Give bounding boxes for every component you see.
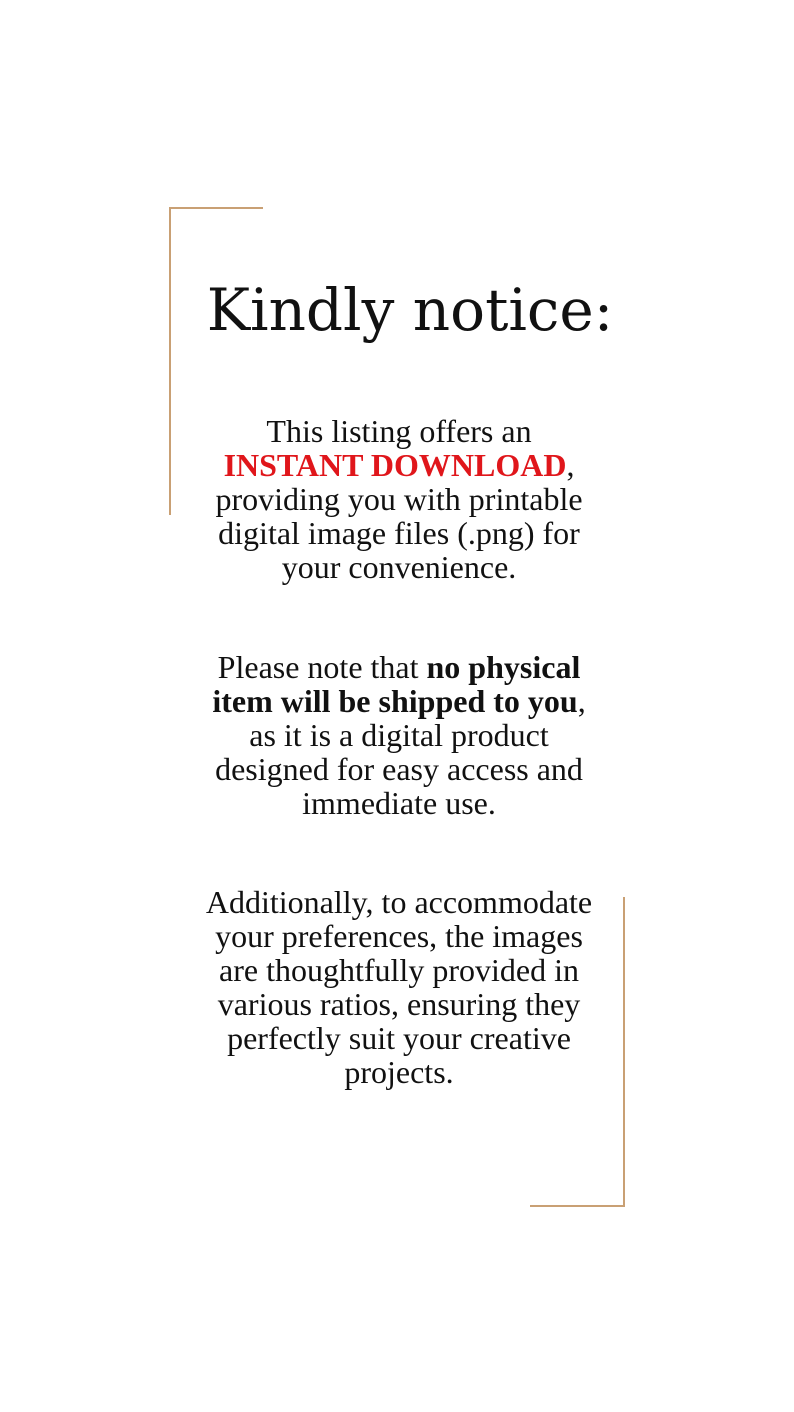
paragraph1-rest: , providing you with printable digital image files (.png) for your convenience.: [215, 447, 583, 585]
instant-download-highlight: INSTANT DOWNLOAD: [223, 447, 567, 483]
no-physical-item-bold: no physical item will be shipped to you: [212, 649, 581, 719]
instant-download-paragraph: [200, 414, 598, 584]
paragraph2-rest: , as it is a digital product designed for easy access and immediate use.: [215, 683, 586, 821]
ratios-paragraph: Additionally, to accommodate your preferences, the images are thoughtfully provided in various ratios, ensuring they perfectly suit your creative projects.: [205, 884, 593, 1090]
notice-title: Kindly notice:: [206, 276, 614, 344]
no-physical-item-paragraph: [200, 650, 598, 820]
paragraph1-intro: This listing offers an: [266, 413, 532, 449]
paragraph2-intro: Please note that: [217, 649, 427, 685]
